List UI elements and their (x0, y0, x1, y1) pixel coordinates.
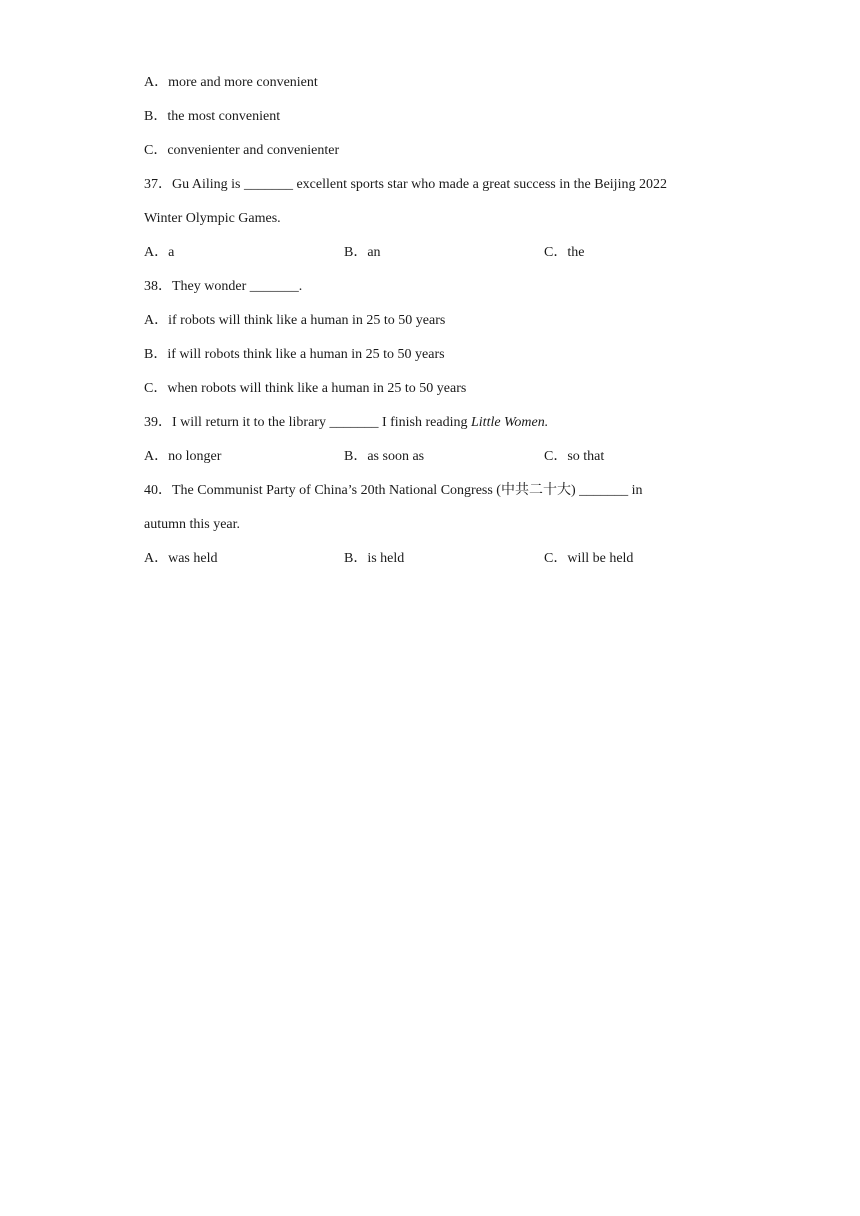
q39-stem-text: 39．I will return it to the library _______ I finish reading (144, 415, 471, 430)
q37-option-a: A．a (144, 245, 175, 260)
q36-option-b: B．the most convenient (144, 109, 281, 124)
q37-stem-line2: Winter Olympic Games. (144, 211, 281, 226)
q37-option-c: C．the (544, 245, 585, 260)
q40-option-c: C．will be held (544, 551, 634, 566)
q39-book-title: Little Women. (471, 415, 549, 430)
q40-stem-line2: autumn this year. (144, 517, 241, 532)
q39-stem (144, 406, 724, 440)
q38-option-a: A．if robots will think like a human in 25 to 50 years (144, 313, 446, 328)
q40-option-b: B．is held (344, 551, 405, 566)
q39-option-a: A．no longer (144, 449, 222, 464)
q40-options (144, 542, 724, 576)
q36-option-c: C．convenienter and convenienter (144, 143, 340, 158)
q38-option-c: C．when robots will think like a human in 25 to 50 years (144, 381, 467, 396)
q37-stem-line1: 37．Gu Ailing is _______ excellent sports star who made a great success in the Beijing 2022 (144, 177, 667, 192)
q37-option-b: B．an (344, 245, 381, 260)
q40-stem-line1: 40．The Communist Party of China’s 20th National Congress (中共二十大) _______ in (144, 483, 643, 498)
q36-option-a: A．more and more convenient (144, 75, 318, 90)
q40-option-a: A．was held (144, 551, 218, 566)
q38-stem: 38．They wonder _______. (144, 279, 303, 294)
q38-option-b: B．if will robots think like a human in 25 to 50 years (144, 347, 445, 362)
worksheet-page (144, 66, 724, 576)
q39-options (144, 440, 724, 474)
q39-option-c: C．so that (544, 449, 605, 464)
q37-options (144, 236, 724, 270)
q39-option-b: B．as soon as (344, 449, 425, 464)
